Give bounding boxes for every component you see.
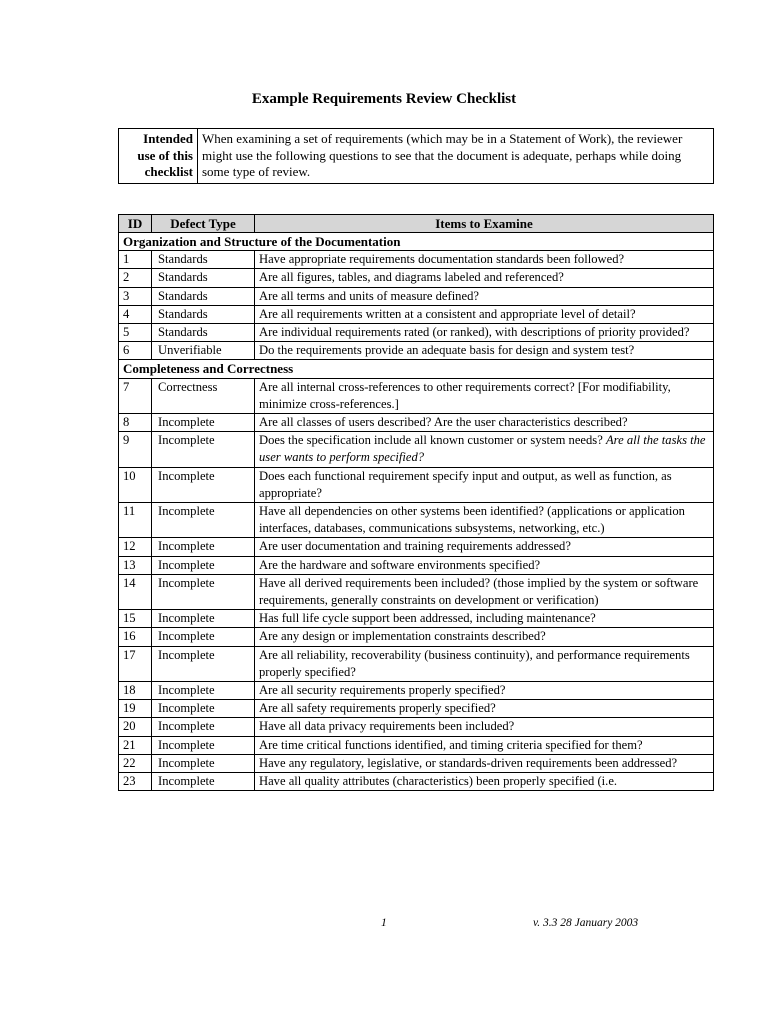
row-defect-type: Incomplete [152,432,255,467]
row-item-text: Are all terms and units of measure defined? [259,288,479,303]
row-id: 8 [119,414,152,432]
row-item-text: Have all derived requirements been included? (those implied by the system or software requirements, generally constraints on development or verification) [259,575,699,608]
intro-table [118,128,714,184]
row-defect-type: Correctness [152,378,255,413]
row-item-cell [255,700,714,718]
version-date: v. 3.3 28 January 2003 [533,917,639,929]
row-item-text: Does the specification include all known customer or system needs? [259,433,603,448]
row-item-cell [255,305,714,323]
row-defect-type: Standards [152,305,255,323]
row-item-text: Are all figures, tables, and diagrams labeled and referenced? [259,270,564,285]
row-defect-type: Incomplete [152,628,255,646]
row-defect-type: Incomplete [152,538,255,556]
row-item-text: Are the hardware and software environments specified? [259,557,541,572]
table-row [119,251,714,269]
row-defect-type: Standards [152,324,255,342]
intended-use-text: When examining a set of requirements (which may be in a Statement of Work), the reviewer might use the following questions to see that the document is adequate, perhaps while doing some type of review. [198,129,714,184]
row-id: 12 [119,538,152,556]
table-row [119,287,714,305]
row-item-cell [255,628,714,646]
section-title: Completeness and Correctness [119,360,714,378]
table-row [119,432,714,467]
row-id: 6 [119,342,152,360]
row-defect-type: Unverifiable [152,342,255,360]
row-defect-type: Incomplete [152,700,255,718]
row-item-text: Have all data privacy requirements been included? [259,719,515,734]
row-item-text: Are individual requirements rated (or ranked), with descriptions of priority provided? [259,325,690,340]
row-item-text: Have any regulatory, legislative, or standards-driven requirements been addressed? [259,755,678,770]
section-header-row [119,233,714,251]
table-row [119,556,714,574]
row-id: 20 [119,718,152,736]
table-row [119,414,714,432]
table-row [119,324,714,342]
row-item-text: Are time critical functions identified, and timing criteria specified for them? [259,737,643,752]
row-item-cell [255,682,714,700]
row-item-cell [255,251,714,269]
row-item-cell [255,773,714,791]
row-defect-type: Incomplete [152,682,255,700]
table-row [119,736,714,754]
row-item-cell [255,503,714,538]
row-id: 17 [119,646,152,681]
row-id: 22 [119,754,152,772]
row-item-text: Are all safety requirements properly specified? [259,701,496,716]
table-row [119,574,714,609]
row-id: 1 [119,251,152,269]
row-id: 23 [119,773,152,791]
table-row [119,342,714,360]
row-defect-type: Standards [152,287,255,305]
row-defect-type: Incomplete [152,754,255,772]
row-item-cell [255,287,714,305]
row-item-cell [255,414,714,432]
table-row [119,700,714,718]
row-item-cell [255,269,714,287]
row-id: 5 [119,324,152,342]
row-id: 21 [119,736,152,754]
row-defect-type: Incomplete [152,503,255,538]
row-item-text: Do the requirements provide an adequate basis for design and system test? [259,343,635,358]
row-id: 14 [119,574,152,609]
table-row [119,718,714,736]
row-item-text: Have all quality attributes (characteristics) been properly specified (i.e. [259,774,618,789]
row-item-text: Have appropriate requirements documentation standards been followed? [259,252,625,267]
section-header-row [119,360,714,378]
row-item-cell [255,574,714,609]
table-row [119,467,714,502]
row-item-text: Has full life cycle support been addressed, including maintenance? [259,611,596,626]
table-row [119,269,714,287]
row-item-text: Are any design or implementation constraints described? [259,629,546,644]
table-row [119,773,714,791]
row-item-text: Are all security requirements properly specified? [259,683,506,698]
table-row [119,646,714,681]
row-item-text: Are all internal cross-references to other requirements correct? [For modifiability, minimize cross-references.] [259,379,671,411]
table-row [119,628,714,646]
section-title: Organization and Structure of the Documentation [119,233,714,251]
row-id: 10 [119,467,152,502]
row-id: 16 [119,628,152,646]
intended-use-label: Intended use of this checklist [119,129,198,184]
row-item-text: Are all classes of users described? Are the user characteristics described? [259,415,628,430]
row-item-cell [255,718,714,736]
table-header-row [119,215,714,233]
row-item-cell [255,432,714,467]
row-defect-type: Incomplete [152,414,255,432]
row-item-text: Have all dependencies on other systems been identified? (applications or application interfaces, databases, communications subsystems, networking, etc.) [259,504,685,536]
row-item-cell [255,754,714,772]
row-item-cell [255,342,714,360]
row-item-cell [255,646,714,681]
header-defect-type: Defect Type [152,215,255,233]
row-defect-type: Incomplete [152,718,255,736]
table-row [119,538,714,556]
row-defect-type: Incomplete [152,646,255,681]
row-item-cell [255,538,714,556]
row-item-cell [255,610,714,628]
row-id: 7 [119,378,152,413]
row-id: 9 [119,432,152,467]
row-defect-type: Incomplete [152,467,255,502]
row-item-text: Does each functional requirement specify input and output, as well as function, as appropriate? [259,468,672,500]
row-item-cell [255,556,714,574]
row-defect-type: Incomplete [152,773,255,791]
row-id: 3 [119,287,152,305]
row-id: 19 [119,700,152,718]
header-id: ID [119,215,152,233]
row-defect-type: Incomplete [152,556,255,574]
row-id: 11 [119,503,152,538]
table-row [119,754,714,772]
checklist-body [119,233,714,791]
table-row [119,610,714,628]
checklist-table [118,214,714,791]
row-defect-type: Standards [152,251,255,269]
row-item-italic-text: Are all the tasks the user wants to perform specified? [259,433,706,465]
header-items-to-examine: Items to Examine [255,215,714,233]
row-item-cell [255,378,714,413]
table-row [119,305,714,323]
table-row [119,503,714,538]
row-defect-type: Incomplete [152,736,255,754]
row-id: 4 [119,305,152,323]
row-item-text: Are all requirements written at a consistent and appropriate level of detail? [259,306,636,321]
table-row [119,682,714,700]
document-title: Example Requirements Review Checklist [251,91,517,107]
row-defect-type: Standards [152,269,255,287]
row-defect-type: Incomplete [152,574,255,609]
row-item-cell [255,467,714,502]
table-row [119,378,714,413]
row-id: 13 [119,556,152,574]
row-item-cell [255,736,714,754]
row-item-text: Are all reliability, recoverability (business continuity), and performance requirements properly specified? [259,647,690,679]
row-id: 2 [119,269,152,287]
row-defect-type: Incomplete [152,610,255,628]
row-id: 15 [119,610,152,628]
row-id: 18 [119,682,152,700]
row-item-text: Are user documentation and training requirements addressed? [259,539,571,554]
page-number: 1 [381,917,387,929]
row-item-cell [255,324,714,342]
